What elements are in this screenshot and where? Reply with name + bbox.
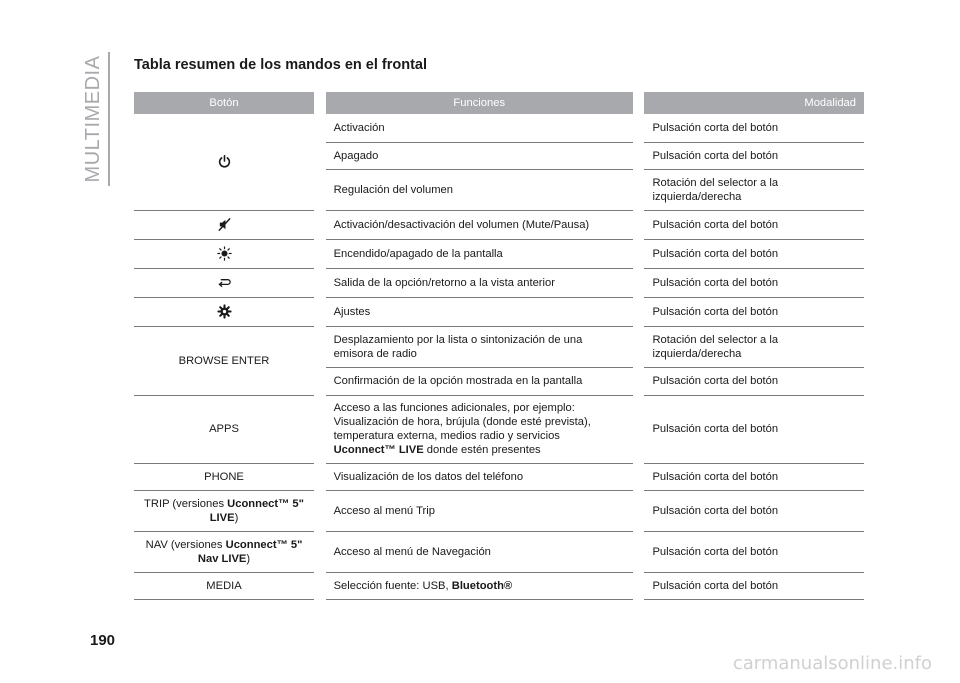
table-row (134, 297, 864, 326)
power-cell (134, 114, 314, 210)
button-label: BROWSE ENTER (134, 326, 314, 395)
mode-text: Pulsación corta del botón (644, 463, 864, 490)
function-text: Selección fuente: USB, Bluetooth® (326, 572, 633, 599)
table-row (134, 326, 864, 367)
page-number: 190 (90, 632, 116, 649)
power-icon (217, 154, 232, 169)
function-text: Regulación del volumen (326, 169, 633, 210)
table-row (134, 531, 864, 572)
controls-table (134, 92, 864, 600)
table-row (134, 268, 864, 297)
mode-text: Rotación del selector a la izquierda/derecha (644, 169, 864, 210)
display-cell (134, 239, 314, 268)
mode-text: Rotación del selector a la izquierda/derecha (644, 326, 864, 367)
button-label: PHONE (134, 463, 314, 490)
function-text: Ajustes (326, 297, 633, 326)
button-label: NAV (versiones Uconnect™ 5" Nav LIVE) (134, 531, 314, 572)
function-text: Visualización de los datos del teléfono (326, 463, 633, 490)
button-label: MEDIA (134, 572, 314, 599)
mode-text: Pulsación corta del botón (644, 297, 864, 326)
section-tab (82, 55, 104, 183)
section-divider (108, 52, 110, 186)
table-row (134, 463, 864, 490)
mode-text: Pulsación corta del botón (644, 114, 864, 142)
function-text: Acceso al menú Trip (326, 490, 633, 531)
table-row (134, 210, 864, 239)
mode-text: Pulsación corta del botón (644, 395, 864, 463)
function-text: Confirmación de la opción mostrada en la pantalla (326, 367, 633, 395)
table-row (134, 572, 864, 599)
function-text: Encendido/apagado de la pantalla (326, 239, 633, 268)
table-row (134, 490, 864, 531)
back-cell (134, 268, 314, 297)
table-header-row (134, 92, 864, 114)
function-text: Acceso al menú de Navegación (326, 531, 633, 572)
function-text: Activación/desactivación del volumen (Mute/Pausa) (326, 210, 633, 239)
mode-text: Pulsación corta del botón (644, 239, 864, 268)
mode-text: Pulsación corta del botón (644, 572, 864, 599)
mode-text: Pulsación corta del botón (644, 142, 864, 169)
function-text: Desplazamiento por la lista o sintonización de una emisora de radio (326, 326, 633, 367)
function-text: Acceso a las funciones adicionales, por ejemplo: Visualización de hora, brújula (donde esté prevista), temperatura externa, medios radio y servicios Uconnect™ LIVE donde estén presentes (326, 395, 633, 463)
table-row (134, 395, 864, 463)
header-button: Botón (134, 92, 314, 114)
table-row (134, 114, 864, 142)
mute-cell (134, 210, 314, 239)
button-label: APPS (134, 395, 314, 463)
watermark: carmanualsonline.info (732, 653, 932, 674)
back-arrow-icon (217, 275, 232, 290)
screen-brightness-icon (217, 246, 232, 261)
function-text: Apagado (326, 142, 633, 169)
mode-text: Pulsación corta del botón (644, 531, 864, 572)
mode-text: Pulsación corta del botón (644, 367, 864, 395)
settings-gear-icon (217, 304, 232, 319)
header-mode: Modalidad (644, 92, 864, 114)
button-label: TRIP (versiones Uconnect™ 5" LIVE) (134, 490, 314, 531)
settings-cell (134, 297, 314, 326)
table-row (134, 239, 864, 268)
section-label: MULTIMEDIA (82, 55, 104, 183)
header-functions: Funciones (326, 92, 633, 114)
mode-text: Pulsación corta del botón (644, 490, 864, 531)
mode-text: Pulsación corta del botón (644, 268, 864, 297)
mode-text: Pulsación corta del botón (644, 210, 864, 239)
page-title: Tabla resumen de los mandos en el frontal (134, 57, 428, 73)
function-text: Salida de la opción/retorno a la vista anterior (326, 268, 633, 297)
function-text: Activación (326, 114, 633, 142)
mute-icon (217, 217, 232, 232)
